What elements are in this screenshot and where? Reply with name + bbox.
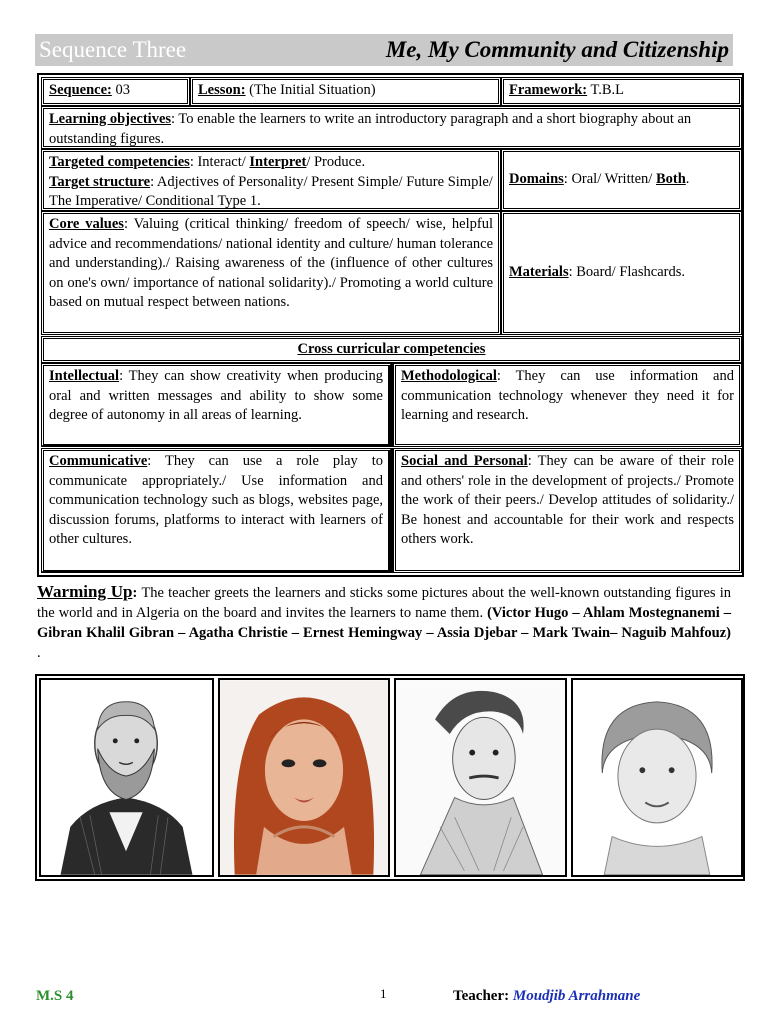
social-personal-text: : They can be aware of their role and others' role in the development of projects./ Promote the work of their peers./ Develop attitudes of solidarity./ Be honest and accountable for their work and respects others work.	[401, 453, 734, 547]
core-values-label: Core values	[49, 216, 124, 232]
warming-up-text: The teacher greets the learners and sticks some pictures about the well-known outstanding figures in the world and in Algeria on the board and invites the learners to name them.	[37, 585, 731, 621]
communicative-cell	[41, 448, 393, 573]
portrait-victor-hugo	[39, 678, 214, 877]
materials-label: Materials	[509, 264, 569, 281]
warming-up-paragraph	[37, 582, 731, 663]
drawn-portrait-icon	[573, 680, 741, 875]
figures-list: (Victor Hugo – Ahlam Mostegnanemi – Gibran Khalil Gibran – Agatha Christie – Ernest Hemingway – Assia Djebar – Mark Twain– Naguib Mahfouz)	[37, 605, 731, 641]
materials-text: : Board/ Flashcards.	[568, 264, 685, 281]
sequence-label: Sequence:	[49, 82, 112, 98]
framework-label: Framework:	[509, 82, 588, 98]
portrait-gibran-khalil-gibran	[394, 678, 567, 877]
core-values-text: : Valuing (critical thinking/ freedom of speech/ wise, helpful advice and recommendations/ national identity and culture/ human tolerance and understanding)./ Raising awareness of the (influence of other cultures on one's own/ importance of national solidarity)./ Promoting a world culture based on mutual respect between nations.	[49, 216, 493, 310]
sequence-header	[35, 34, 733, 66]
portrait-ahlam-mostegnanemi	[218, 678, 390, 877]
lesson-label: Lesson:	[198, 82, 246, 98]
methodological-label: Methodological	[401, 368, 497, 384]
portrait-agatha-christie	[571, 678, 743, 877]
framework-value: T.B.L	[587, 82, 625, 98]
engraving-portrait-icon	[41, 680, 212, 875]
lesson-plan-table	[37, 73, 744, 577]
cross-title-cell	[41, 336, 742, 363]
sequence-title: Sequence Three	[39, 37, 187, 62]
warming-up-end: .	[37, 645, 41, 661]
lesson-value: (The Initial Situation)	[245, 82, 376, 98]
competencies-label: Targeted competencies	[49, 154, 190, 170]
core-values-cell	[41, 211, 501, 335]
warming-up-colon: :	[132, 585, 142, 601]
competencies-text: : Interact/	[189, 154, 250, 170]
intellectual-label: Intellectual	[49, 368, 120, 384]
level-label: M.S 4	[36, 988, 74, 1004]
lesson-cell	[190, 77, 501, 106]
intellectual-cell	[41, 363, 393, 447]
communicative-text: : They can use a role play to communicate appropriately./ Use information and communication technology such as blogs, websites page, discussion forums, platforms to interact with learners of other cultures.	[49, 453, 383, 547]
objectives-cell	[41, 106, 742, 149]
intellectual-text: : They can show creativity when producing oral and written messages and ability to show some degree of autonomy in all areas of learning.	[49, 368, 383, 423]
social-personal-cell	[393, 448, 742, 573]
materials-cell	[501, 211, 742, 335]
teacher-credit	[453, 988, 640, 1005]
portrait-strip	[35, 674, 745, 881]
photo-portrait-icon	[220, 680, 388, 875]
warming-up-title: Warming Up	[37, 582, 133, 601]
teacher-name: Moudjib Arrahmane	[512, 988, 641, 1004]
domains-cell	[501, 149, 742, 211]
methodological-text: : They can use information and communication technology whenever they need it for learning and research.	[401, 368, 734, 423]
domains-end: .	[685, 171, 690, 188]
structure-text: : Adjectives of Personality/ Present Simple/ Future Simple/ The Imperative/ Conditional Type 1.	[49, 173, 493, 209]
unit-title: Me, My Community and Citizenship	[385, 37, 729, 62]
objectives-text: : To enable the learners to write an introductory paragraph and a short biography about an outstanding figures.	[49, 111, 692, 147]
interpret-label: Interpret	[249, 154, 307, 170]
sequence-cell	[41, 77, 190, 106]
cross-title: Cross curricular competencies	[297, 341, 486, 357]
competencies-cell	[41, 149, 501, 211]
page-number: 1	[380, 986, 387, 1001]
teacher-label: Teacher:	[453, 988, 513, 1004]
social-personal-label: Social and Personal	[401, 453, 528, 469]
framework-cell	[501, 77, 742, 106]
objectives-label: Learning objectives	[49, 111, 172, 127]
domains-text: : Oral/ Written/	[563, 171, 656, 188]
domains-both: Both	[655, 171, 686, 188]
communicative-label: Communicative	[49, 453, 148, 469]
domains-label: Domains	[509, 171, 564, 188]
methodological-cell	[393, 363, 742, 447]
structure-label: Target structure	[49, 173, 151, 190]
sequence-value: 03	[111, 82, 130, 98]
sketch-portrait-icon	[396, 680, 565, 875]
competencies-rest: / Produce.	[306, 154, 366, 170]
